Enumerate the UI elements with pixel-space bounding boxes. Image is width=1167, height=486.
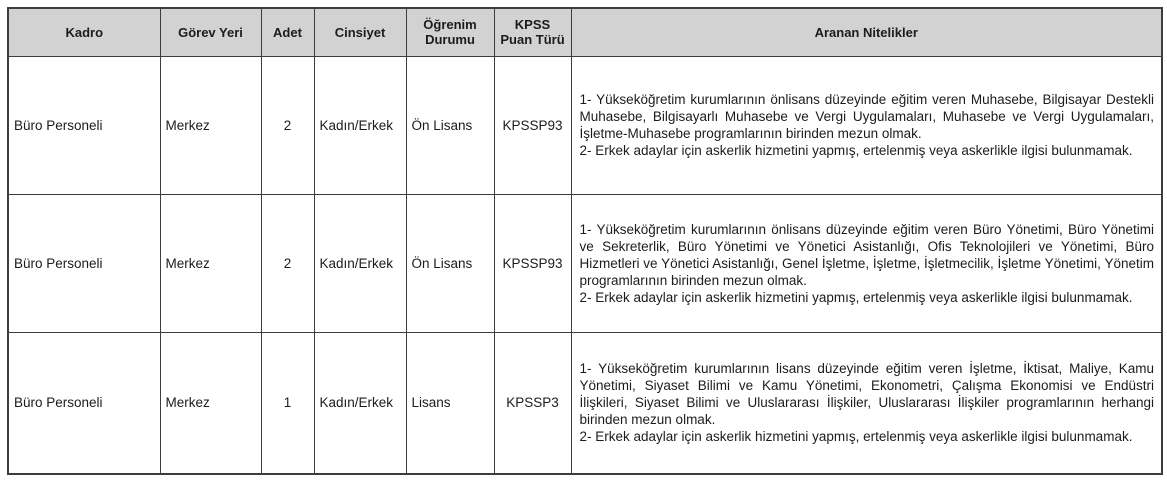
cell-kpss-puan-turu: KPSSP93: [494, 56, 571, 194]
header-kadro: Kadro: [8, 8, 160, 56]
header-adet: Adet: [261, 8, 314, 56]
cell-kadro: Büro Personeli: [8, 56, 160, 194]
cell-kadro: Büro Personeli: [8, 194, 160, 332]
cell-aranan-nitelikler: [571, 194, 1162, 332]
cell-ogrenim-durumu: Lisans: [406, 332, 494, 474]
cell-kpss-puan-turu: KPSSP3: [494, 332, 571, 474]
job-postings-table: [7, 7, 1163, 475]
cell-cinsiyet: Kadın/Erkek: [314, 194, 406, 332]
requirement-item: 2- Erkek adaylar için askerlik hizmetini yapmış, ertelenmiş veya askerlikle ilgisi bulunmamak.: [579, 429, 1133, 445]
header-row: [8, 8, 1162, 56]
cell-ogrenim-durumu: Ön Lisans: [406, 56, 494, 194]
table-row: [8, 194, 1162, 332]
table-header: [8, 8, 1162, 56]
requirement-item: 1- Yükseköğretim kurumlarının lisans düzeyinde eğitim veren İşletme, İktisat, Maliye, Kamu Yönetimi, Siyaset Bilimi ve Kamu Yönetimi, Ekonometri, Çalışma Ekonomisi ve Endüstri İlişkileri, Siyaset Bilimi ve Uluslararası İlişkiler, Uluslararası İlişkiler programlarının herhangi birinden mezun olmak.: [579, 361, 1154, 428]
cell-adet: 2: [261, 194, 314, 332]
cell-aranan-nitelikler: [571, 332, 1162, 474]
cell-cinsiyet: Kadın/Erkek: [314, 332, 406, 474]
cell-gorev-yeri: Merkez: [160, 56, 261, 194]
cell-gorev-yeri: Merkez: [160, 194, 261, 332]
cell-cinsiyet: Kadın/Erkek: [314, 56, 406, 194]
header-ogrenim-durumu: Öğrenim Durumu: [406, 8, 494, 56]
cell-aranan-nitelikler: [571, 56, 1162, 194]
table-body: [8, 56, 1162, 474]
cell-gorev-yeri: Merkez: [160, 332, 261, 474]
cell-kpss-puan-turu: KPSSP93: [494, 194, 571, 332]
header-cinsiyet: Cinsiyet: [314, 8, 406, 56]
header-gorev-yeri: Görev Yeri: [160, 8, 261, 56]
cell-ogrenim-durumu: Ön Lisans: [406, 194, 494, 332]
header-kpss-puan-turu: KPSS Puan Türü: [494, 8, 571, 56]
cell-adet: 1: [261, 332, 314, 474]
table-row: [8, 56, 1162, 194]
cell-kadro: Büro Personeli: [8, 332, 160, 474]
requirement-item: 1- Yükseköğretim kurumlarının önlisans düzeyinde eğitim veren Muhasebe, Bilgisayar Destekli Muhasebe, Bilgisayarlı Muhasebe ve Vergi Uygulamaları, Muhasebe ve Vergi Uygulamaları, İşletme-Muhasebe programlarının birinden mezun olmak.: [579, 92, 1154, 141]
table-row: [8, 332, 1162, 474]
cell-adet: 2: [261, 56, 314, 194]
requirement-item: 2- Erkek adaylar için askerlik hizmetini yapmış, ertelenmiş veya askerlikle ilgisi bulunmamak.: [579, 143, 1133, 158]
header-aranan-nitelikler: Aranan Nitelikler: [571, 8, 1162, 56]
requirement-item: 2- Erkek adaylar için askerlik hizmetini yapmış, ertelenmiş veya askerlikle ilgisi bulunmamak.: [579, 289, 1133, 305]
requirement-item: 1- Yükseköğretim kurumlarının önlisans düzeyinde eğitim veren Büro Yönetimi, Büro Yönetimi ve Sekreterlik, Büro Yönetimi ve Yönetici Asistanlığı, Ofis Teknolojileri ve Yönetimi, Büro Hizmetleri ve Yönetici Asistanlığı, Genel İşletme, İşletme, İşletmecilik, İşletme Yönetimi, Yönetim programlarının birinden mezun olmak.: [579, 221, 1154, 288]
